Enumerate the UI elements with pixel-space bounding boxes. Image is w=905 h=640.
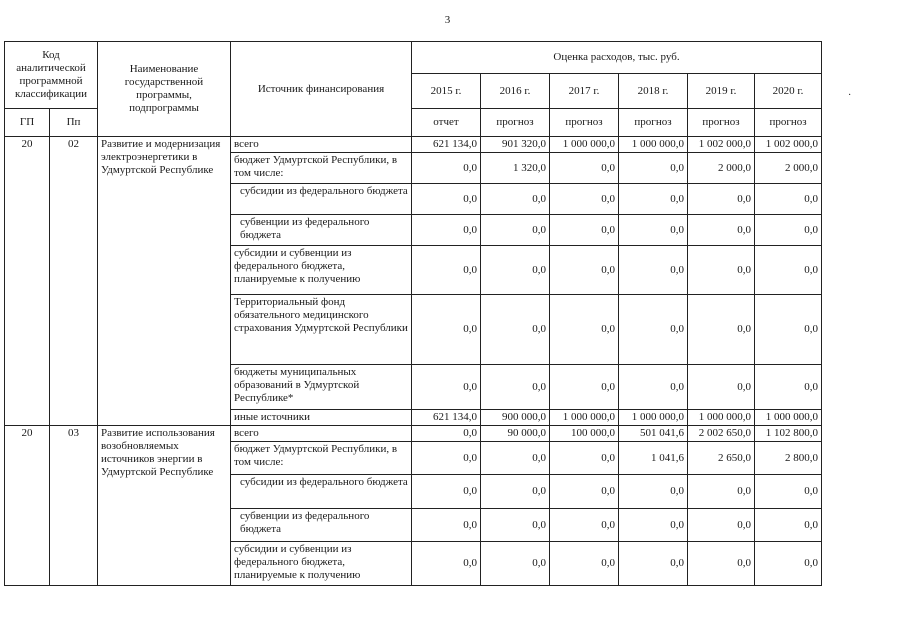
source-cell: субвенции из федерального бюджета [231, 215, 412, 246]
year-header: 2019 г. [688, 74, 755, 109]
value-cell: 1 041,6 [619, 442, 688, 475]
source-cell: субвенции из федерального бюджета [231, 509, 412, 542]
source-cell: всего [231, 137, 412, 153]
program-name-cell: Развитие использования возобновляемых источников энергии в Удмуртской Республике [98, 426, 231, 586]
value-cell: 0,0 [550, 365, 619, 410]
value-cell: 1 000 000,0 [550, 410, 619, 426]
value-cell: 0,0 [755, 215, 822, 246]
value-cell: 0,0 [755, 184, 822, 215]
year-header: 2020 г. [755, 74, 822, 109]
source-cell: субсидии и субвенции из федерального бюджета, планируемые к получению [231, 542, 412, 586]
kind-header: прогноз [550, 109, 619, 137]
table-body [5, 42, 822, 586]
value-cell: 0,0 [688, 295, 755, 365]
kind-header: прогноз [619, 109, 688, 137]
source-cell: субсидии из федерального бюджета [231, 475, 412, 509]
value-cell: 0,0 [481, 475, 550, 509]
value-cell: 0,0 [481, 365, 550, 410]
kind-header: прогноз [755, 109, 822, 137]
value-cell: 0,0 [755, 246, 822, 295]
value-cell: 0,0 [412, 215, 481, 246]
header-row-1 [5, 42, 822, 74]
table-row [5, 137, 822, 153]
value-cell: 0,0 [550, 509, 619, 542]
value-cell: 0,0 [412, 509, 481, 542]
source-cell: всего [231, 426, 412, 442]
value-cell: 0,0 [481, 215, 550, 246]
value-cell: 0,0 [412, 184, 481, 215]
source-cell: иные источники [231, 410, 412, 426]
cost-estimate-header: Оценка расходов, тыс. руб. [412, 42, 822, 74]
value-cell: 0,0 [619, 542, 688, 586]
value-cell: 0,0 [412, 475, 481, 509]
pp-code-cell: 02 [50, 137, 98, 426]
budget-table [4, 41, 822, 586]
value-cell: 0,0 [619, 153, 688, 184]
value-cell: 621 134,0 [412, 137, 481, 153]
code-group-header: Код аналитической программной классификации [5, 42, 98, 109]
value-cell: 0,0 [619, 509, 688, 542]
value-cell: 621 134,0 [412, 410, 481, 426]
value-cell: 2 002 650,0 [688, 426, 755, 442]
kind-header: прогноз [481, 109, 550, 137]
value-cell: 0,0 [481, 246, 550, 295]
value-cell: 0,0 [688, 475, 755, 509]
value-cell: 0,0 [619, 215, 688, 246]
value-cell: 0,0 [412, 426, 481, 442]
value-cell: 0,0 [550, 442, 619, 475]
source-cell: бюджет Удмуртской Республики, в том числе: [231, 442, 412, 475]
value-cell: 0,0 [481, 184, 550, 215]
value-cell: 0,0 [755, 542, 822, 586]
value-cell: 0,0 [619, 295, 688, 365]
source-cell: Территориальный фонд обязательного медицинского страхования Удмуртской Республики [231, 295, 412, 365]
source-cell: субсидии и субвенции из федерального бюджета, планируемые к получению [231, 246, 412, 295]
value-cell: 0,0 [481, 442, 550, 475]
value-cell: 0,0 [550, 475, 619, 509]
value-cell: 0,0 [550, 215, 619, 246]
gp-header: ГП [5, 109, 50, 137]
page-number: 3 [444, 14, 451, 26]
value-cell: 0,0 [412, 246, 481, 295]
program-name-cell: Развитие и модернизация электроэнергетики в Удмуртской Республике [98, 137, 231, 426]
value-cell: 1 320,0 [481, 153, 550, 184]
value-cell: 0,0 [688, 542, 755, 586]
value-cell: 0,0 [619, 246, 688, 295]
value-cell: 0,0 [755, 509, 822, 542]
value-cell: 0,0 [550, 542, 619, 586]
year-header: 2015 г. [412, 74, 481, 109]
pp-code-cell: 03 [50, 426, 98, 586]
value-cell: 0,0 [412, 153, 481, 184]
value-cell: 0,0 [619, 365, 688, 410]
value-cell: 1 000 000,0 [619, 410, 688, 426]
value-cell: 0,0 [688, 184, 755, 215]
value-cell: 0,0 [481, 542, 550, 586]
value-cell: 501 041,6 [619, 426, 688, 442]
kind-header: отчет [412, 109, 481, 137]
value-cell: 0,0 [481, 295, 550, 365]
year-header: 2016 г. [481, 74, 550, 109]
gp-code-cell: 20 [5, 426, 50, 586]
value-cell: 0,0 [481, 509, 550, 542]
value-cell: 1 002 000,0 [688, 137, 755, 153]
value-cell: 0,0 [619, 184, 688, 215]
value-cell: 1 102 800,0 [755, 426, 822, 442]
source-cell: бюджеты муниципальных образований в Удмуртской Республике* [231, 365, 412, 410]
value-cell: 0,0 [412, 365, 481, 410]
value-cell: 0,0 [550, 184, 619, 215]
value-cell: 901 320,0 [481, 137, 550, 153]
value-cell: 1 000 000,0 [550, 137, 619, 153]
kind-header: прогноз [688, 109, 755, 137]
value-cell: 2 000,0 [755, 153, 822, 184]
year-header: 2018 г. [619, 74, 688, 109]
value-cell: 0,0 [688, 215, 755, 246]
value-cell: 0,0 [755, 475, 822, 509]
pp-header: Пп [50, 109, 98, 137]
source-header: Источник финансирования [231, 42, 412, 137]
source-cell: бюджет Удмуртской Республики, в том числе: [231, 153, 412, 184]
program-name-header: Наименование государственной программы, подпрограммы [98, 42, 231, 137]
value-cell: 90 000,0 [481, 426, 550, 442]
value-cell: 1 000 000,0 [755, 410, 822, 426]
value-cell: 0,0 [550, 153, 619, 184]
value-cell: 0,0 [550, 295, 619, 365]
table-row [5, 426, 822, 442]
value-cell: 0,0 [412, 295, 481, 365]
value-cell: 0,0 [755, 365, 822, 410]
value-cell: 2 800,0 [755, 442, 822, 475]
value-cell: 900 000,0 [481, 410, 550, 426]
value-cell: 0,0 [412, 542, 481, 586]
value-cell: 0,0 [550, 246, 619, 295]
value-cell: 2 650,0 [688, 442, 755, 475]
gp-code-cell: 20 [5, 137, 50, 426]
value-cell: 0,0 [619, 475, 688, 509]
value-cell: 100 000,0 [550, 426, 619, 442]
value-cell: 1 002 000,0 [755, 137, 822, 153]
value-cell: 2 000,0 [688, 153, 755, 184]
value-cell: 0,0 [755, 295, 822, 365]
value-cell: 0,0 [688, 509, 755, 542]
value-cell: 0,0 [688, 365, 755, 410]
source-cell: субсидии из федерального бюджета [231, 184, 412, 215]
value-cell: 0,0 [688, 246, 755, 295]
year-header: 2017 г. [550, 74, 619, 109]
value-cell: 1 000 000,0 [688, 410, 755, 426]
value-cell: 0,0 [412, 442, 481, 475]
stray-mark: · [848, 90, 852, 101]
value-cell: 1 000 000,0 [619, 137, 688, 153]
